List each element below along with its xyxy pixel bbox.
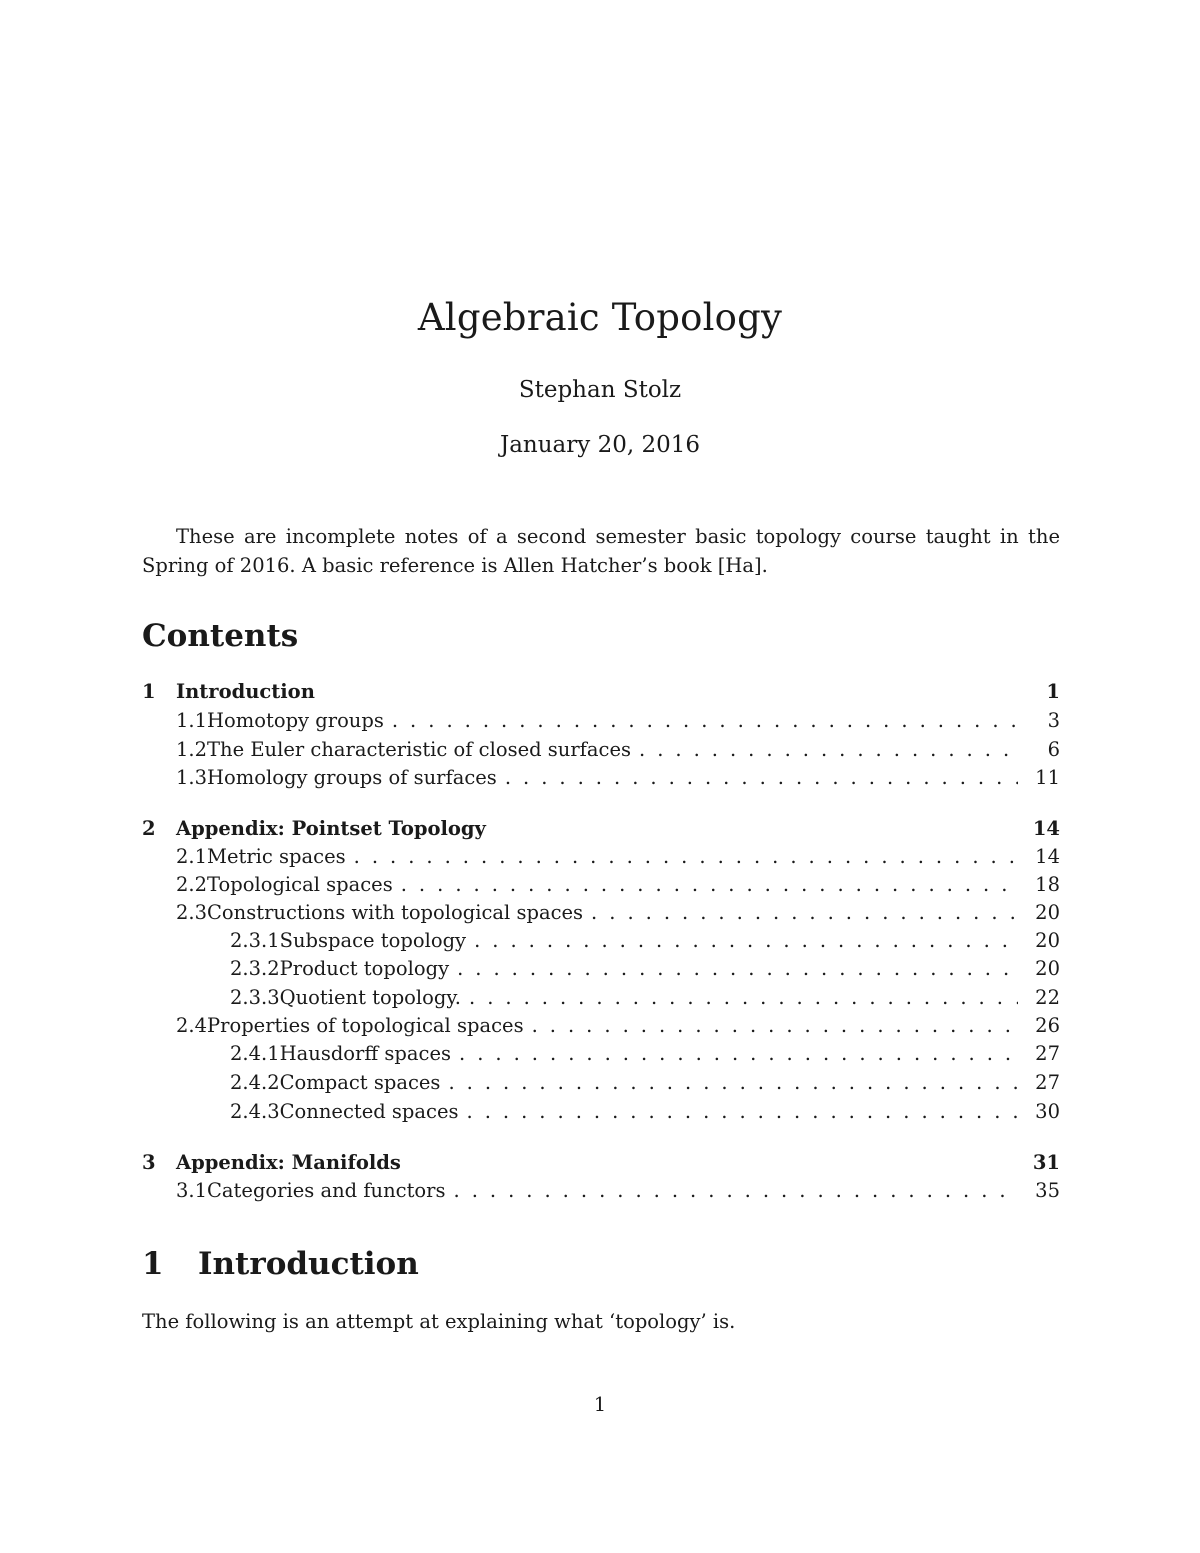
- toc-label: Connected spaces: [279, 1100, 459, 1123]
- dot-leader: [354, 845, 1018, 868]
- toc-label: Introduction: [176, 680, 315, 703]
- toc-page: 27: [1035, 1071, 1060, 1094]
- toc-entry-manifolds[interactable]: [142, 1151, 1060, 1179]
- toc-entry-connected-spaces[interactable]: [142, 1100, 1060, 1128]
- toc-label: Subspace topology: [279, 929, 467, 952]
- toc-label: Topological spaces: [207, 873, 393, 896]
- dot-leader: [474, 929, 1018, 952]
- toc-page: 14: [1035, 845, 1060, 868]
- section-number: 1: [142, 1246, 164, 1282]
- toc-page: 1: [1046, 680, 1060, 703]
- toc-entry-pointset-topology[interactable]: [142, 817, 1060, 845]
- toc-page: 26: [1035, 1014, 1060, 1037]
- dot-leader: [457, 957, 1018, 980]
- toc-number: 1: [142, 680, 156, 703]
- dot-leader: [467, 1100, 1018, 1123]
- toc-entry-metric-spaces[interactable]: [142, 845, 1060, 873]
- dot-leader: [639, 738, 1018, 761]
- section-heading-introduction: [142, 1246, 419, 1282]
- toc-entry-subspace-topology[interactable]: [142, 929, 1060, 957]
- toc-page: 3: [1047, 709, 1060, 732]
- toc-number: 1.3: [176, 766, 208, 789]
- toc-entry-hausdorff-spaces[interactable]: [142, 1042, 1060, 1070]
- toc-entry-product-topology[interactable]: [142, 957, 1060, 985]
- toc-label: Appendix: Pointset Topology: [176, 817, 486, 840]
- toc-page: 31: [1032, 1151, 1060, 1174]
- toc-page: 20: [1035, 929, 1060, 952]
- toc-entry-compact-spaces[interactable]: [142, 1071, 1060, 1099]
- page-number: 1: [593, 1393, 607, 1416]
- toc-entry-euler-characteristic[interactable]: [142, 738, 1060, 766]
- toc-page: 27: [1035, 1042, 1060, 1065]
- toc-number: 2.3.2: [230, 957, 280, 980]
- toc-page: 35: [1035, 1179, 1060, 1202]
- toc-label: Appendix: Manifolds: [176, 1151, 401, 1174]
- toc-page: 20: [1035, 901, 1060, 924]
- dot-leader: [448, 1071, 1018, 1094]
- toc-number: 2.3.3: [230, 986, 280, 1009]
- toc-entry-quotient-topology[interactable]: [142, 986, 1060, 1014]
- dot-leader: [469, 986, 1018, 1009]
- toc-number: 2.3: [176, 901, 208, 924]
- dot-leader: [392, 709, 1018, 732]
- toc-number: 1.2: [176, 738, 208, 761]
- contents-heading: Contents: [142, 618, 299, 654]
- toc-label: Homotopy groups: [207, 709, 384, 732]
- toc-entry-homotopy-groups[interactable]: [142, 709, 1060, 737]
- toc-number: 2.2: [176, 873, 208, 896]
- toc-label: Constructions with topological spaces: [207, 901, 584, 924]
- toc-entry-topological-spaces[interactable]: [142, 873, 1060, 901]
- toc-label: Properties of topological spaces: [207, 1014, 524, 1037]
- toc-entry-introduction[interactable]: [142, 680, 1060, 708]
- author-name: Stephan Stolz: [518, 377, 682, 403]
- toc-page: 6: [1047, 738, 1060, 761]
- toc-page: 30: [1035, 1100, 1060, 1123]
- toc-label: Compact spaces: [279, 1071, 441, 1094]
- document-title: Algebraic Topology: [417, 296, 783, 339]
- toc-entry-categories-functors[interactable]: [142, 1179, 1060, 1207]
- document-date: January 20, 2016: [500, 432, 700, 458]
- toc-page: 14: [1032, 817, 1060, 840]
- dot-leader: [591, 901, 1018, 924]
- dot-leader: [401, 873, 1018, 896]
- toc-label: Hausdorff spaces: [279, 1042, 452, 1065]
- toc-number: 3: [142, 1151, 156, 1174]
- toc-page: 20: [1035, 957, 1060, 980]
- intro-paragraph: The following is an attempt at explaining what ‘topology’ is.: [142, 1310, 736, 1333]
- abstract-paragraph: These are incomplete notes of a second semester basic topology course taught in the Spring of 2016. A basic reference is Allen Hatcher’s book [Ha].: [142, 525, 1060, 577]
- toc-entry-constructions[interactable]: [142, 901, 1060, 929]
- toc-label: Product topology: [279, 957, 450, 980]
- section-title: Introduction: [198, 1246, 419, 1282]
- dot-leader: [454, 1179, 1019, 1202]
- toc-number: 2.4.2: [230, 1071, 280, 1094]
- toc-number: 2: [142, 817, 156, 840]
- toc-number: 3.1: [176, 1179, 208, 1202]
- toc-entry-homology-groups[interactable]: [142, 766, 1060, 794]
- toc-number: 2.1: [176, 845, 208, 868]
- toc-page: 11: [1035, 766, 1060, 789]
- dot-leader: [459, 1042, 1018, 1065]
- toc-label: Categories and functors: [207, 1179, 446, 1202]
- toc-page: 18: [1035, 873, 1060, 896]
- dot-leader: [532, 1014, 1018, 1037]
- toc-label: Homology groups of surfaces: [207, 766, 497, 789]
- toc-label: Quotient topology.: [279, 986, 461, 1009]
- toc-number: 2.4.1: [230, 1042, 280, 1065]
- toc-label: Metric spaces: [207, 845, 346, 868]
- toc-number: 2.4.3: [230, 1100, 280, 1123]
- toc-number: 2.4: [176, 1014, 208, 1037]
- toc-page: 22: [1035, 986, 1060, 1009]
- dot-leader: [505, 766, 1018, 789]
- toc-number: 1.1: [176, 709, 208, 732]
- toc-entry-properties[interactable]: [142, 1014, 1060, 1042]
- toc-number: 2.3.1: [230, 929, 280, 952]
- toc-label: The Euler characteristic of closed surfaces: [207, 738, 631, 761]
